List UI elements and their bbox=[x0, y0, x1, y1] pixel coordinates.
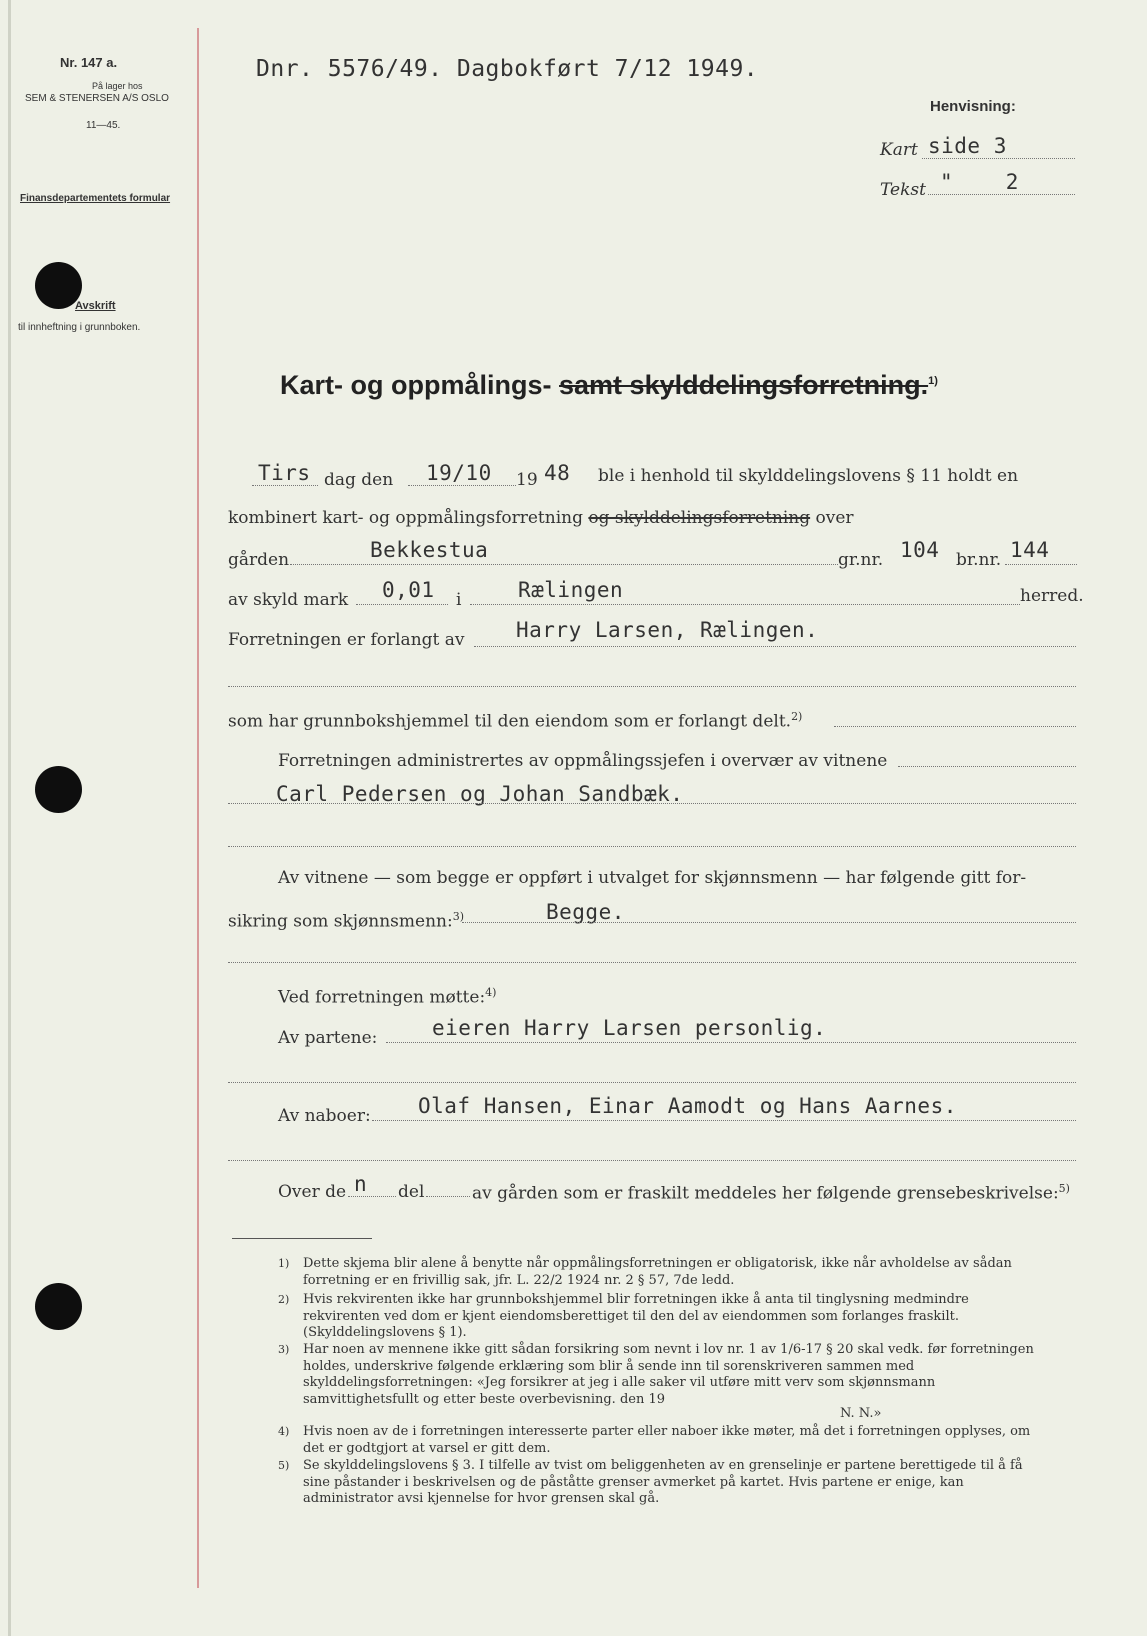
brnr-label: br.nr. bbox=[956, 550, 1002, 570]
year-value: 48 bbox=[544, 461, 571, 485]
kart-value: side 3 bbox=[928, 134, 1007, 158]
binder-hole bbox=[35, 1283, 82, 1330]
grnr-label: gr.nr. bbox=[838, 550, 884, 570]
admin-text: Forretningen administrertes av oppmålingssjefen i overvær av vitnene bbox=[278, 751, 888, 771]
over-label: Over de bbox=[278, 1182, 347, 1202]
day-label: dag den bbox=[324, 470, 394, 490]
brnr-line bbox=[1005, 564, 1077, 565]
vitner-line bbox=[462, 922, 1076, 923]
dnr-stamp: Dnr. 5576/49. Dagbokført 7/12 1949. bbox=[256, 56, 759, 82]
over-rest bbox=[472, 1182, 1070, 1204]
skyld-value: 0,01 bbox=[382, 578, 435, 602]
vitner-line-2 bbox=[228, 910, 464, 932]
footnote-number: 3) bbox=[278, 1343, 290, 1356]
over-line bbox=[348, 1196, 396, 1197]
title-struck: samt skylddelingsforretning. bbox=[559, 370, 929, 400]
footnote-number: 4) bbox=[278, 1425, 290, 1438]
blank-line bbox=[228, 1160, 1076, 1161]
met-body: Ved forretningen møtte: bbox=[278, 987, 486, 1008]
neighbours-label: Av naboer: bbox=[278, 1106, 371, 1126]
footnote-number: 1) bbox=[278, 1257, 290, 1270]
skyld-label: av skyld mark bbox=[228, 590, 349, 610]
footnote-text: Hvis rekvirenten ikke har grunnbokshjemmel blir forretningen ikke å anta til tinglysning medmindre rekvirenten ved dom er kjent eiendomsberettiget til den del av eiendommen som forlanges fraskilt. (Skylddelingslovens § 1). bbox=[303, 1292, 969, 1341]
kart-label: Kart bbox=[880, 140, 918, 160]
herred-value: Rælingen bbox=[518, 578, 624, 602]
hjemmel-line bbox=[834, 726, 1076, 727]
page-edge bbox=[8, 0, 11, 1636]
footnote-number: 2) bbox=[278, 1293, 290, 1306]
in-label: i bbox=[456, 590, 462, 610]
met-ref: 4) bbox=[485, 986, 497, 999]
footnote-signature-text: N. N.» bbox=[840, 1406, 882, 1421]
department-label: Finansdepartementets formular bbox=[20, 193, 171, 204]
vitner-body: sikring som skjønnsmenn: bbox=[228, 911, 453, 932]
requested-value: Harry Larsen, Rælingen. bbox=[516, 618, 819, 642]
over-body: av gården som er fraskilt meddeles her følgende grensebeskrivelse: bbox=[472, 1183, 1059, 1204]
footnote-number: 5) bbox=[278, 1459, 290, 1472]
farm-label: gården bbox=[228, 550, 290, 570]
line2-text bbox=[228, 508, 854, 528]
blank-line bbox=[228, 1082, 1076, 1083]
herred-line bbox=[470, 604, 1020, 605]
farm-value: Bekkestua bbox=[370, 538, 489, 562]
year-prefix: 19 bbox=[516, 470, 538, 490]
brnr-value: 144 bbox=[1010, 538, 1050, 562]
line2-b: over bbox=[815, 508, 854, 528]
hjemmel-text bbox=[228, 710, 802, 732]
reference-label: Henvisning: bbox=[930, 98, 1016, 115]
farm-line bbox=[290, 564, 838, 565]
footnote-text: Hvis noen av de i forretningen interesserte parter eller naboer ikke møter, må det i forretningen opplyses, om det er godtgjort at varsel er gitt dem. bbox=[303, 1424, 1031, 1456]
vitner-line-1: Av vitnene — som begge er oppført i utvalget for skjønnsmenn — har følgende gitt for- bbox=[278, 868, 1027, 888]
copy-subtitle: til innheftning i grunnboken. bbox=[18, 322, 141, 333]
margin-line bbox=[197, 28, 199, 1588]
blank-line bbox=[228, 846, 1076, 847]
line2-struck: og skylddelingsforretning bbox=[588, 508, 811, 528]
footnote-signature bbox=[840, 1406, 1040, 1423]
printer-line-2: SEM & STENERSEN A/S OSLO bbox=[25, 93, 169, 104]
requested-label: Forretningen er forlangt av bbox=[228, 630, 465, 650]
parties-value: eieren Harry Larsen personlig. bbox=[432, 1016, 827, 1040]
met-label bbox=[278, 986, 496, 1008]
copy-title: Avskrift bbox=[75, 300, 116, 312]
requested-line bbox=[474, 646, 1076, 647]
over-value: n bbox=[354, 1172, 368, 1196]
over-ref: 5) bbox=[1058, 1182, 1070, 1195]
neighbours-line bbox=[372, 1120, 1076, 1121]
printer-line-1: På lager hos bbox=[92, 81, 143, 91]
document-title bbox=[280, 370, 938, 401]
tekst-value: " 2 bbox=[940, 170, 1019, 194]
blank-line bbox=[228, 962, 1076, 963]
title-main: Kart- og oppmålings- bbox=[280, 370, 552, 400]
day-value: Tirs bbox=[258, 461, 311, 485]
line1-text: ble i henhold til skylddelingslovens § 11 holdt en bbox=[598, 466, 1019, 486]
date-value: 19/10 bbox=[426, 461, 492, 485]
skyld-line bbox=[356, 604, 448, 605]
admin-line bbox=[898, 766, 1076, 767]
print-date: 11—45. bbox=[86, 120, 121, 131]
hjemmel-body: som har grunnbokshjemmel til den eiendom som er forlangt delt. bbox=[228, 711, 792, 732]
vitner-value: Begge. bbox=[546, 900, 625, 924]
del-label: del bbox=[398, 1182, 425, 1202]
title-footnote-ref: 1) bbox=[928, 375, 938, 387]
footnote-text: Se skylddelingslovens § 3. I tilfelle av tvist om beliggenheten av en grenselinje er partene berettigede til å få sine påstander i beskrivelsen og de påståtte grenser avmerket på kartet. Hvis partene er enige, kan administrator avsi kjennelse for hvor grensen skal gå. bbox=[303, 1458, 1023, 1507]
tekst-label: Tekst bbox=[880, 180, 926, 200]
witnesses-value: Carl Pedersen og Johan Sandbæk. bbox=[276, 782, 684, 806]
blank-line bbox=[228, 686, 1076, 687]
vitner-ref: 3) bbox=[452, 910, 464, 923]
line2-a: kombinert kart- og oppmålingsforretning bbox=[228, 508, 583, 528]
footnote-text: Har noen av mennene ikke gitt sådan forsikring som nevnt i lov nr. 1 av 1/6-17 § 20 skal vedk. før forretningen holdes, underskrive følgende erklæring som blir å sende inn til sorenskriveren sammen med skylddelingsforretningen: «Jeg forsikrer at jeg i alle saker vil utføre mitt verv som skjønnsmann samvittighetsfullt og etter beste overbevisning. den 19 bbox=[303, 1342, 1034, 1407]
day-line bbox=[252, 485, 318, 486]
tekst-line bbox=[928, 194, 1075, 195]
neighbours-value: Olaf Hansen, Einar Aamodt og Hans Aarnes. bbox=[418, 1094, 957, 1118]
parties-line bbox=[386, 1042, 1076, 1043]
footnote-rule bbox=[232, 1238, 372, 1239]
form-number: Nr. 147 a. bbox=[60, 55, 118, 70]
herred-label: herred. bbox=[1020, 586, 1084, 606]
kart-line bbox=[922, 158, 1075, 159]
del-line bbox=[426, 1196, 470, 1197]
binder-hole bbox=[35, 766, 82, 813]
grnr-value: 104 bbox=[900, 538, 940, 562]
hjemmel-ref: 2) bbox=[791, 710, 803, 723]
date-line bbox=[408, 485, 516, 486]
witnesses-line bbox=[228, 803, 1076, 804]
parties-label: Av partene: bbox=[278, 1028, 378, 1048]
footnote-text: Dette skjema blir alene å benytte når oppmålingsforretningen er obligatorisk, ikke når avholdelse av sådan forretning er en frivillig sak, jfr. L. 22/2 1924 nr. 2 § 57, 7de ledd. bbox=[303, 1256, 1012, 1288]
